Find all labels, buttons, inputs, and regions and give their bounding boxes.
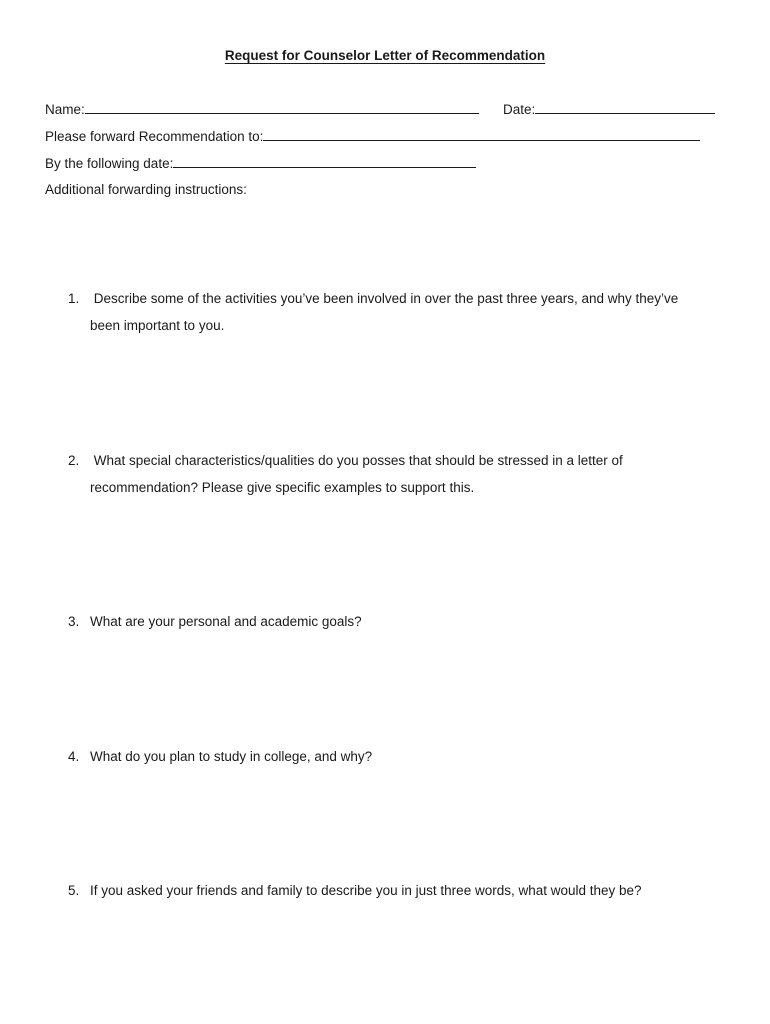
by-date-field-row bbox=[45, 155, 476, 172]
question-text-continued: been important to you. bbox=[90, 318, 225, 333]
instructions-field-row bbox=[45, 182, 247, 198]
question-number: 4. bbox=[68, 749, 80, 764]
question-1 bbox=[68, 285, 728, 339]
question-text: If you asked your friends and family to describe you in just three words, what would they be? bbox=[90, 883, 642, 898]
name-blank[interactable] bbox=[85, 101, 479, 114]
forward-blank[interactable] bbox=[263, 128, 700, 141]
by-date-blank[interactable] bbox=[173, 155, 476, 168]
document-title-text: Request for Counselor Letter of Recommendation bbox=[224, 48, 546, 63]
question-3 bbox=[68, 608, 728, 635]
by-date-label: By the following date: bbox=[45, 156, 174, 171]
instructions-label: Additional forwarding instructions: bbox=[45, 182, 247, 197]
question-text-continued: recommendation? Please give specific examples to support this. bbox=[90, 480, 475, 495]
forward-label: Please forward Recommendation to: bbox=[45, 129, 264, 144]
question-text: What are your personal and academic goals? bbox=[90, 614, 362, 629]
document-title bbox=[0, 48, 770, 63]
date-label: Date: bbox=[503, 102, 536, 117]
date-field-row bbox=[503, 101, 715, 118]
question-text: What do you plan to study in college, and why? bbox=[90, 749, 373, 764]
question-number: 2. bbox=[68, 453, 80, 468]
question-text: What special characteristics/qualities do you posses that should be stressed in a letter of bbox=[90, 453, 623, 468]
question-number: 3. bbox=[68, 614, 80, 629]
name-label: Name: bbox=[45, 102, 85, 117]
question-number: 1. bbox=[68, 291, 80, 306]
question-2 bbox=[68, 447, 728, 501]
question-5 bbox=[68, 877, 728, 904]
forward-field-row bbox=[45, 128, 700, 145]
question-4 bbox=[68, 743, 728, 770]
question-text: Describe some of the activities you’ve been involved in over the past three years, and why they’ve bbox=[90, 291, 679, 306]
question-number: 5. bbox=[68, 883, 80, 898]
name-field-row bbox=[45, 101, 479, 118]
date-blank[interactable] bbox=[535, 101, 715, 114]
